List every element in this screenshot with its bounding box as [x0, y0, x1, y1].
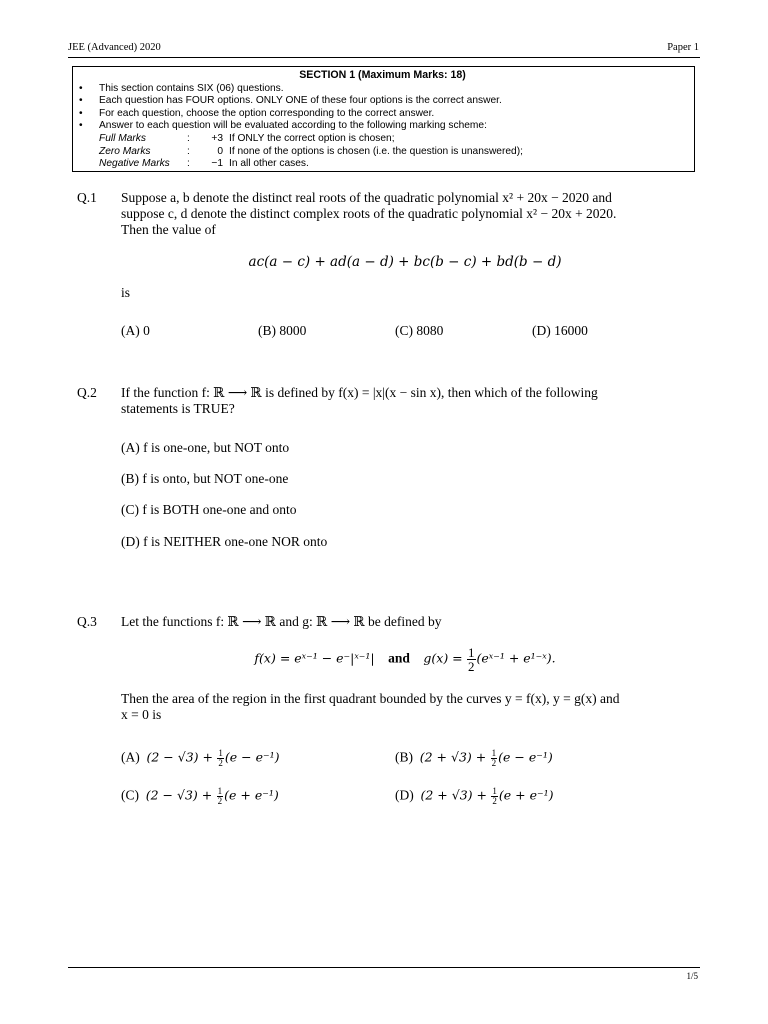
- question-3-text: [121, 614, 689, 630]
- half-fraction: $\frac{1}{2}$: [492, 786, 497, 806]
- option-b[interactable]: (B) 8000: [258, 323, 307, 338]
- question-1-text: [121, 190, 689, 238]
- marks-desc: If none of the options is chosen (i.e. the question is unanswered);: [229, 145, 523, 157]
- marks-value: 0: [217, 145, 223, 157]
- marks-label: Full Marks: [99, 132, 146, 144]
- question-number: Q.2: [77, 385, 97, 400]
- and-word: and: [388, 650, 410, 666]
- half-fraction: $\frac{1}{2}$: [491, 748, 497, 768]
- option-b[interactable]: (B) (2 + √3) + $\frac{1}{2}$ (e − e⁻¹): [395, 748, 553, 768]
- half-fraction: $\frac{1}{2}$: [217, 786, 223, 806]
- question-number: Q.1: [77, 190, 97, 205]
- marks-label: Negative Marks: [99, 158, 170, 170]
- option-a[interactable]: (A) f is one-one, but NOT onto: [121, 440, 290, 455]
- option-d[interactable]: (D) f is NEITHER one-one NOR onto: [121, 534, 328, 549]
- option-b[interactable]: (B) f is onto, but NOT one-one: [121, 471, 289, 486]
- marks-row-full: [79, 133, 686, 146]
- half-fraction: $\frac{1}{2}$: [468, 645, 475, 674]
- option-a[interactable]: (A) 0: [121, 323, 150, 338]
- g-definition-suffix: (eˣ⁻¹ + e¹⁻ˣ).: [476, 650, 556, 666]
- question-3-text-2: [121, 691, 689, 723]
- question-line: Then the area of the region in the first quadrant bounded by the curves y = f(x), y = g(x) and: [121, 691, 620, 706]
- instruction-item: • Each question has FOUR options. ONLY ONE of these four options is the correct answer.: [79, 95, 686, 108]
- question-line: Suppose a, b denote the distinct real roots of the quadratic polynomial x² + 20x − 2020 and: [121, 190, 612, 205]
- page-number: 1/5: [686, 971, 698, 981]
- option-d[interactable]: (D) 16000: [532, 323, 588, 338]
- header-rule: [68, 57, 700, 58]
- question-3-definitions: [121, 646, 689, 673]
- question-line: suppose c, d denote the distinct complex roots of the quadratic polynomial x² − 20x + 2020.: [121, 206, 617, 221]
- question-line: If the function f: ℝ ⟶ ℝ is defined by f(x) = |x|(x − sin x), then which of the following: [121, 385, 598, 400]
- option-c[interactable]: (C) (2 − √3) + $\frac{1}{2}$ (e + e⁻¹): [121, 786, 279, 806]
- half-fraction: $\frac{1}{2}$: [218, 748, 223, 768]
- marks-desc: If ONLY the correct option is chosen;: [229, 132, 395, 144]
- marks-row-zero: [79, 146, 686, 159]
- marks-value: −1: [211, 158, 223, 170]
- option-d[interactable]: (D) (2 + √3) + $\frac{1}{2}$ (e + e⁻¹): [395, 786, 554, 806]
- option-a[interactable]: (A) (2 − √3) + $\frac{1}{2}$ (e − e⁻¹): [121, 748, 280, 768]
- question-number: Q.3: [77, 614, 97, 629]
- option-c[interactable]: (C) 8080: [395, 323, 444, 338]
- instruction-item: • For each question, choose the option corresponding to the correct answer.: [79, 108, 686, 121]
- section-instructions-box: [72, 66, 695, 172]
- question-line: Then the value of: [121, 222, 216, 237]
- question-1-tail: is: [121, 285, 131, 300]
- section-title: SECTION 1 (Maximum Marks: 18): [299, 69, 466, 81]
- instruction-item: • This section contains SIX (06) questions.: [79, 83, 686, 96]
- question-2-text: [121, 385, 689, 417]
- footer-rule: [68, 967, 700, 968]
- marks-colon: :: [187, 132, 190, 144]
- marks-row-negative: [79, 158, 686, 171]
- marks-value: +3: [211, 132, 223, 144]
- marks-colon: :: [187, 158, 190, 170]
- instruction-item: • Answer to each question will be evaluated according to the following marking scheme:: [79, 120, 686, 133]
- f-definition: f(x) = eˣ⁻¹ − e⁻|ˣ⁻¹|: [254, 650, 375, 666]
- option-c[interactable]: (C) f is BOTH one-one and onto: [121, 502, 297, 517]
- marks-label: Zero Marks: [99, 145, 151, 157]
- question-line: x = 0 is: [121, 707, 162, 722]
- marks-desc: In all other cases.: [229, 158, 309, 170]
- exam-title: JEE (Advanced) 2020: [68, 42, 161, 53]
- paper-label: Paper 1: [667, 42, 699, 53]
- marks-colon: :: [187, 145, 190, 157]
- question-1-expression: ac(a − c) + ad(a − d) + bc(b − c) + bd(b − d): [248, 254, 562, 270]
- instruction-list: [79, 83, 686, 133]
- question-line: statements is TRUE?: [121, 401, 235, 416]
- question-line: Let the functions f: ℝ ⟶ ℝ and g: ℝ ⟶ ℝ be defined by: [121, 614, 442, 629]
- g-definition-prefix: g(x) =: [423, 650, 463, 666]
